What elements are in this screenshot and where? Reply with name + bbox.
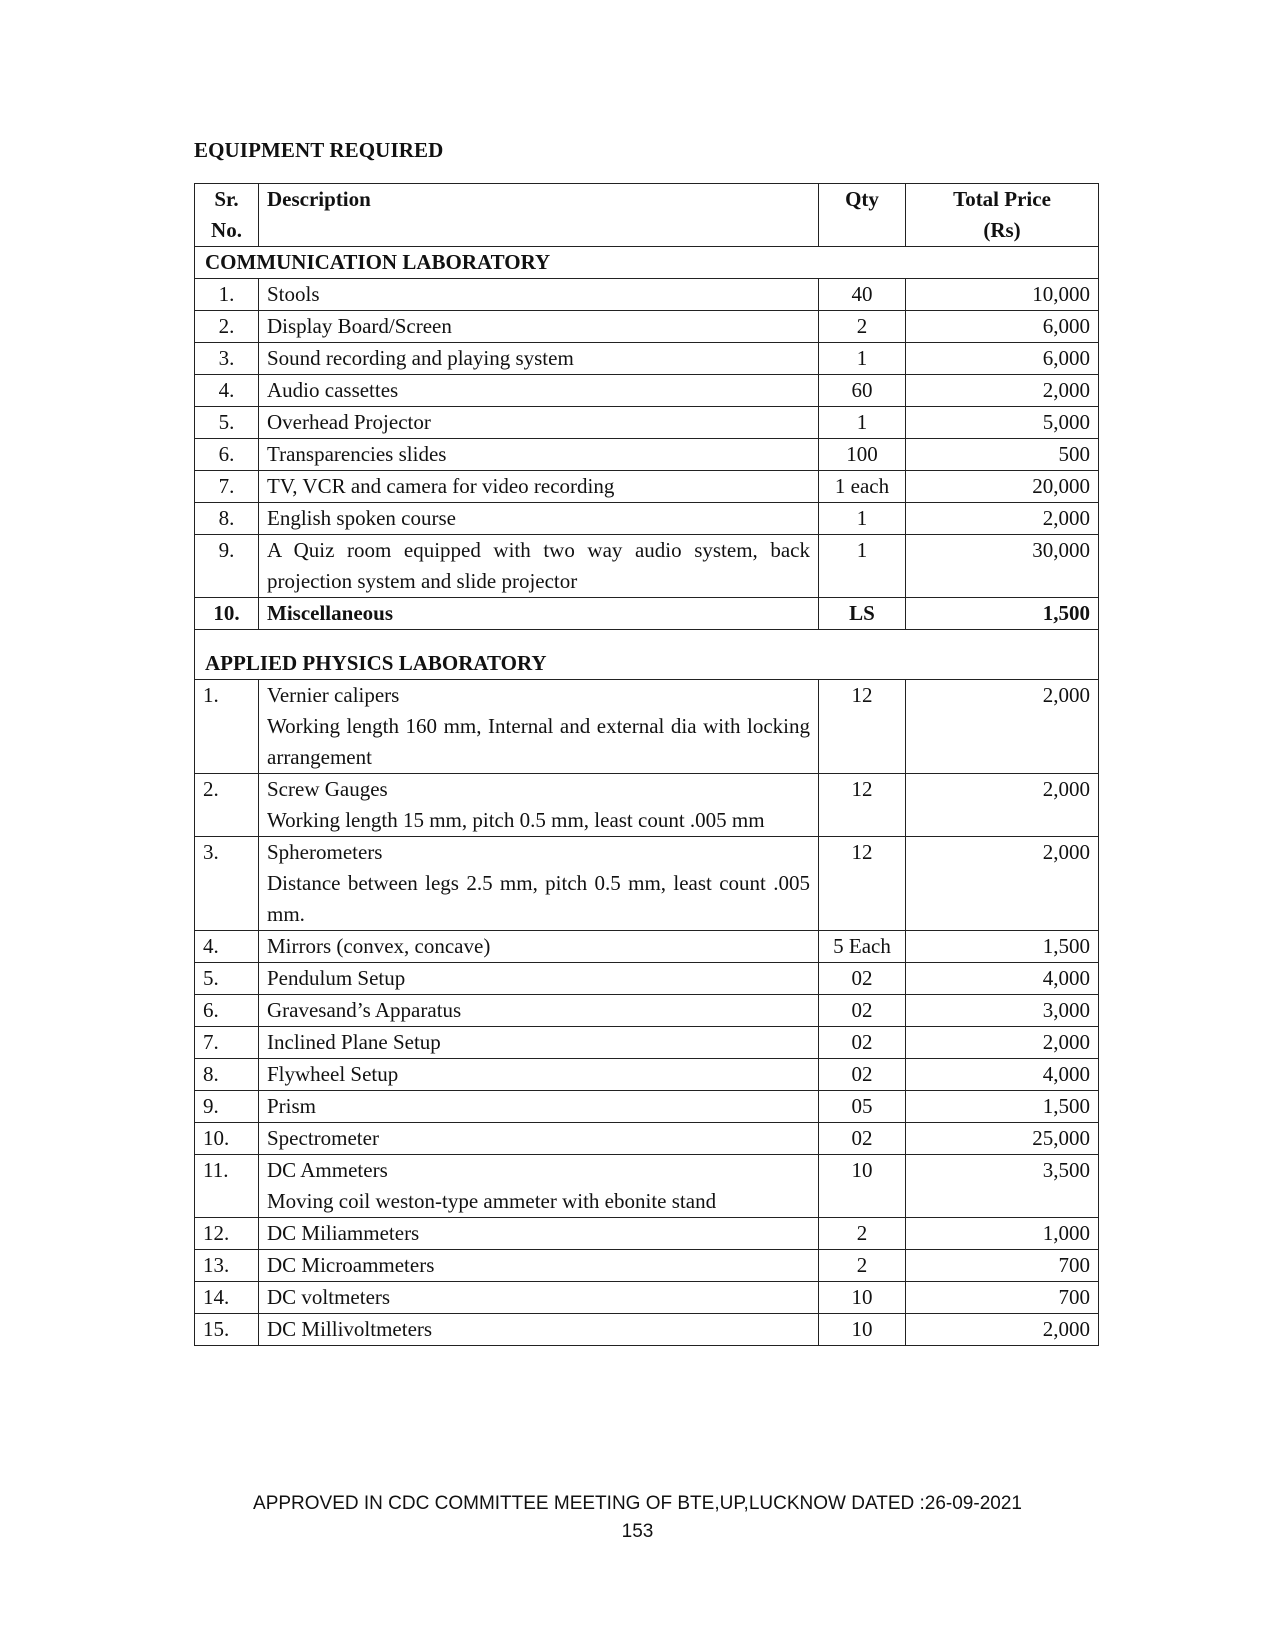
item-name: DC voltmeters (267, 1285, 391, 1309)
table-row (195, 931, 1099, 963)
cell-total-price: 1,500 (906, 598, 1099, 630)
table-row (195, 375, 1099, 407)
cell-description (259, 837, 819, 931)
cell-description (259, 1091, 819, 1123)
header-price-line2: (Rs) (983, 218, 1021, 242)
cell-total-price: 2,000 (906, 680, 1099, 774)
cell-description (259, 503, 819, 535)
cell-qty: 100 (819, 439, 906, 471)
cell-total-price: 1,000 (906, 1218, 1099, 1250)
cell-sr-no: 9. (195, 1091, 259, 1123)
cell-description (259, 439, 819, 471)
cell-description (259, 598, 819, 630)
cell-sr-no: 2. (195, 311, 259, 343)
item-spec: Distance between legs 2.5 mm, pitch 0.5 mm, least count .005 mm. (267, 871, 810, 926)
cell-description (259, 1059, 819, 1091)
table-row (195, 598, 1099, 630)
cell-sr-no: 14. (195, 1282, 259, 1314)
cell-qty: 02 (819, 1027, 906, 1059)
table-row (195, 311, 1099, 343)
item-name: Flywheel Setup (267, 1062, 399, 1086)
cell-sr-no: 5. (195, 963, 259, 995)
cell-sr-no: 10. (195, 598, 259, 630)
table-row (195, 680, 1099, 774)
cell-qty: 5 Each (819, 931, 906, 963)
cell-description (259, 343, 819, 375)
table-row (195, 343, 1099, 375)
item-name: Overhead Projector (267, 410, 431, 434)
cell-description (259, 375, 819, 407)
item-name: DC Ammeters (267, 1158, 388, 1182)
cell-qty: 2 (819, 1250, 906, 1282)
cell-description (259, 311, 819, 343)
cell-description (259, 279, 819, 311)
cell-sr-no: 3. (195, 837, 259, 931)
cell-description (259, 931, 819, 963)
header-sr-line1: Sr. (214, 187, 239, 211)
section-row (195, 247, 1099, 279)
cell-qty: 10 (819, 1314, 906, 1346)
cell-qty: 2 (819, 311, 906, 343)
table-row (195, 1282, 1099, 1314)
cell-total-price: 4,000 (906, 1059, 1099, 1091)
header-sr-no (195, 184, 259, 247)
cell-sr-no: 15. (195, 1314, 259, 1346)
item-name: DC Microammeters (267, 1253, 435, 1277)
table-row (195, 1091, 1099, 1123)
cell-qty: 02 (819, 995, 906, 1027)
table-row (195, 837, 1099, 931)
cell-total-price: 20,000 (906, 471, 1099, 503)
item-name: Sound recording and playing system (267, 346, 574, 370)
item-name: Audio cassettes (267, 378, 399, 402)
cell-description (259, 1282, 819, 1314)
cell-qty: 40 (819, 279, 906, 311)
header-description: Description (259, 184, 819, 247)
cell-total-price: 6,000 (906, 343, 1099, 375)
cell-total-price: 700 (906, 1282, 1099, 1314)
cell-qty: 10 (819, 1155, 906, 1218)
cell-description (259, 1218, 819, 1250)
item-name: Inclined Plane Setup (267, 1030, 441, 1054)
item-name: Miscellaneous (267, 601, 393, 625)
cell-sr-no: 13. (195, 1250, 259, 1282)
cell-sr-no: 3. (195, 343, 259, 375)
cell-total-price: 30,000 (906, 535, 1099, 598)
approval-note: APPROVED IN CDC COMMITTEE MEETING OF BTE,UP,LUCKNOW DATED :26-09-2021 (253, 1493, 1022, 1514)
item-name: Vernier calipers (267, 683, 400, 707)
cell-qty: 1 (819, 407, 906, 439)
header-sr-line2: No. (211, 218, 242, 242)
cell-sr-no: 6. (195, 995, 259, 1027)
item-name: Display Board/Screen (267, 314, 452, 338)
item-name: English spoken course (267, 506, 456, 530)
cell-sr-no: 1. (195, 680, 259, 774)
cell-qty: 02 (819, 1123, 906, 1155)
cell-sr-no: 9. (195, 535, 259, 598)
cell-total-price: 5,000 (906, 407, 1099, 439)
cell-qty: 02 (819, 963, 906, 995)
cell-sr-no: 8. (195, 503, 259, 535)
cell-sr-no: 5. (195, 407, 259, 439)
table-row (195, 995, 1099, 1027)
cell-description (259, 1123, 819, 1155)
cell-qty: 10 (819, 1282, 906, 1314)
cell-qty: 1 each (819, 471, 906, 503)
cell-description (259, 774, 819, 837)
table-row (195, 1059, 1099, 1091)
item-name: Stools (267, 282, 320, 306)
table-header-row (195, 184, 1099, 247)
cell-description (259, 535, 819, 598)
item-name: Prism (267, 1094, 317, 1118)
item-name: TV, VCR and camera for video recording (267, 474, 615, 498)
item-spec: Working length 160 mm, Internal and external dia with locking arrangement (267, 714, 810, 769)
cell-qty: 12 (819, 774, 906, 837)
cell-sr-no: 7. (195, 471, 259, 503)
item-name: Screw Gauges (267, 777, 388, 801)
cell-qty: 2 (819, 1218, 906, 1250)
table-row (195, 439, 1099, 471)
table-row (195, 279, 1099, 311)
page-heading: EQUIPMENT REQUIRED (194, 138, 444, 162)
cell-description (259, 1314, 819, 1346)
table-row (195, 963, 1099, 995)
cell-description (259, 963, 819, 995)
header-qty: Qty (819, 184, 906, 247)
item-name: A Quiz room equipped with two way audio system, back projection system and slide projector (267, 538, 810, 593)
item-name: DC Miliammeters (267, 1221, 420, 1245)
cell-qty: 1 (819, 343, 906, 375)
cell-sr-no: 7. (195, 1027, 259, 1059)
cell-total-price: 500 (906, 439, 1099, 471)
cell-qty: LS (819, 598, 906, 630)
cell-description (259, 1155, 819, 1218)
item-name: Transparencies slides (267, 442, 447, 466)
cell-description (259, 995, 819, 1027)
section-title: COMMUNICATION LABORATORY (195, 247, 1099, 279)
cell-sr-no: 4. (195, 931, 259, 963)
table-row (195, 535, 1099, 598)
cell-qty: 05 (819, 1091, 906, 1123)
cell-total-price: 1,500 (906, 931, 1099, 963)
cell-qty: 1 (819, 503, 906, 535)
cell-sr-no: 10. (195, 1123, 259, 1155)
cell-sr-no: 4. (195, 375, 259, 407)
cell-total-price: 2,000 (906, 375, 1099, 407)
cell-total-price: 700 (906, 1250, 1099, 1282)
equipment-table (194, 183, 1099, 1346)
cell-total-price: 2,000 (906, 837, 1099, 931)
page-number: 153 (621, 1521, 654, 1542)
cell-total-price: 3,500 (906, 1155, 1099, 1218)
item-name: Mirrors (convex, concave) (267, 934, 491, 958)
table-row (195, 1314, 1099, 1346)
cell-total-price: 3,000 (906, 995, 1099, 1027)
cell-qty: 12 (819, 837, 906, 931)
cell-description (259, 680, 819, 774)
item-name: Gravesand’s Apparatus (267, 998, 462, 1022)
cell-sr-no: 6. (195, 439, 259, 471)
cell-qty: 12 (819, 680, 906, 774)
cell-description (259, 407, 819, 439)
table-row (195, 1027, 1099, 1059)
cell-total-price: 25,000 (906, 1123, 1099, 1155)
cell-total-price: 2,000 (906, 1027, 1099, 1059)
cell-description (259, 1250, 819, 1282)
table-body (195, 247, 1099, 1346)
section-row (195, 630, 1099, 680)
item-name: Spectrometer (267, 1126, 379, 1150)
table-row (195, 1250, 1099, 1282)
cell-sr-no: 12. (195, 1218, 259, 1250)
header-total-price (906, 184, 1099, 247)
item-name: Pendulum Setup (267, 966, 406, 990)
item-spec: Working length 15 mm, pitch 0.5 mm, least count .005 mm (267, 808, 765, 832)
cell-total-price: 4,000 (906, 963, 1099, 995)
table-row (195, 407, 1099, 439)
item-name: Spherometers (267, 840, 383, 864)
cell-description (259, 471, 819, 503)
cell-sr-no: 2. (195, 774, 259, 837)
cell-total-price: 2,000 (906, 1314, 1099, 1346)
table-row (195, 1155, 1099, 1218)
cell-qty: 60 (819, 375, 906, 407)
cell-qty: 02 (819, 1059, 906, 1091)
cell-total-price: 6,000 (906, 311, 1099, 343)
table-row (195, 471, 1099, 503)
table-row (195, 1123, 1099, 1155)
cell-sr-no: 8. (195, 1059, 259, 1091)
item-name: DC Millivoltmeters (267, 1317, 433, 1341)
cell-description (259, 1027, 819, 1059)
section-title: APPLIED PHYSICS LABORATORY (195, 630, 1099, 680)
table-row (195, 503, 1099, 535)
cell-qty: 1 (819, 535, 906, 598)
table-row (195, 774, 1099, 837)
cell-total-price: 10,000 (906, 279, 1099, 311)
cell-total-price: 2,000 (906, 774, 1099, 837)
header-price-line1: Total Price (953, 187, 1051, 211)
table-row (195, 1218, 1099, 1250)
cell-total-price: 2,000 (906, 503, 1099, 535)
cell-sr-no: 1. (195, 279, 259, 311)
item-spec: Moving coil weston-type ammeter with ebonite stand (267, 1189, 717, 1213)
cell-total-price: 1,500 (906, 1091, 1099, 1123)
cell-sr-no: 11. (195, 1155, 259, 1218)
